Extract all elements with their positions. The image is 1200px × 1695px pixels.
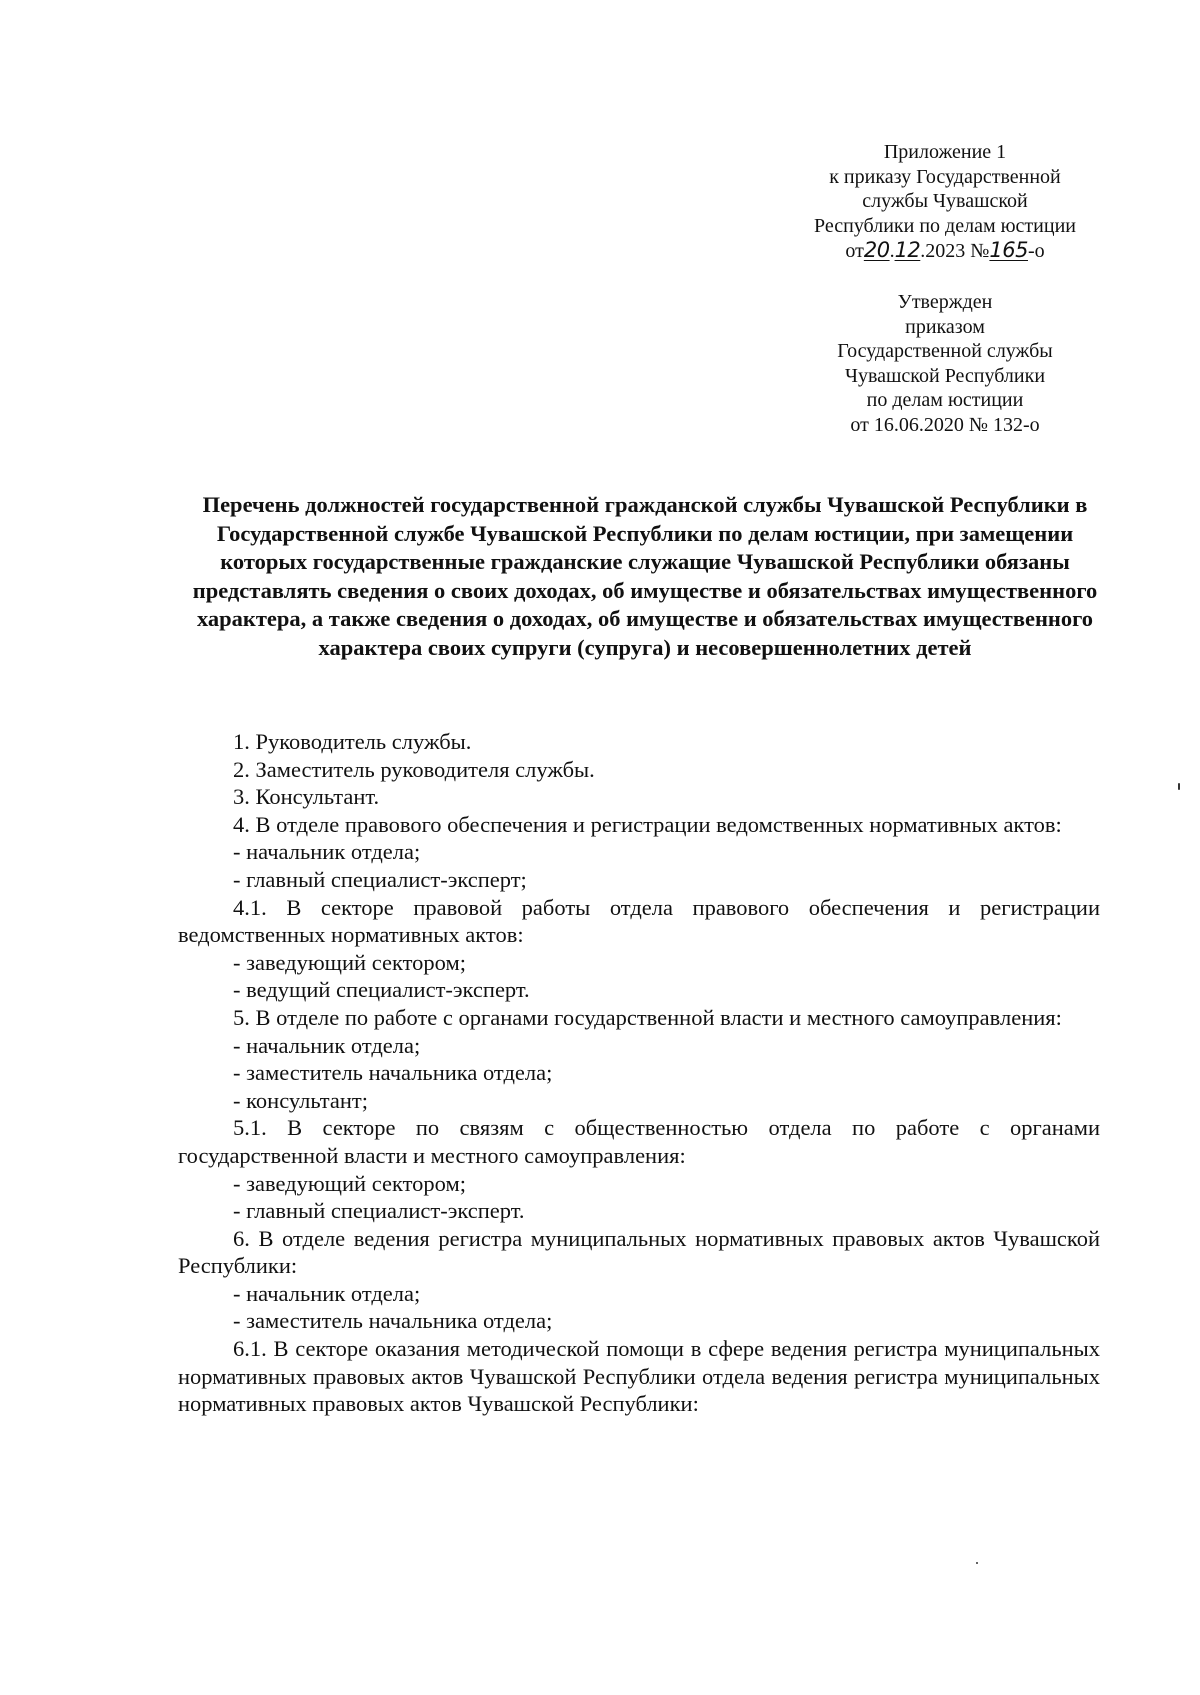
document-title: Перечень должностей государственной гражданской службы Чувашской Республики в Государственной службе Чувашской Республики по делам юстиции, при замещении которых государственные гражданские служащие Чувашской Республики обязаны представлять сведения о своих доходах, об имуществе и обязательствах имущественного характера, а также сведения о доходах, об имуществе и обязательствах имущественного характера своих супруги (супруга) и несовершеннолетних детей: [192, 492, 1098, 660]
approved-line: от 16.06.2020 № 132-о: [850, 413, 1040, 436]
list-item: 4.1. В секторе правовой работы отдела правового обеспечения и регистрации ведомственных нормативных актов:: [178, 894, 1100, 948]
approved-line: Чувашской Республики: [844, 364, 1046, 387]
list-item: - ведущий специалист-эксперт.: [233, 977, 530, 1003]
positions-list: [178, 728, 1100, 1418]
list-item: 3. Консультант.: [233, 784, 380, 810]
list-item: 6.1. В секторе оказания методической помощи в сфере ведения регистра муниципальных нормативных правовых актов Чувашской Республики отдела ведения регистра муниципальных нормативных правовых актов Чувашской Республики:: [178, 1336, 1100, 1417]
number-suffix: -о: [1027, 240, 1045, 262]
number-prefix: №: [965, 240, 990, 262]
appendix-line: Приложение 1: [883, 141, 1007, 163]
list-item: - заведующий сектором;: [233, 949, 466, 975]
appendix-header: [800, 140, 1090, 264]
list-item: - консультант;: [233, 1087, 368, 1113]
scan-speck: [1178, 783, 1180, 790]
date-prefix: от: [845, 240, 864, 262]
list-item: - заместитель начальника отдела;: [233, 1308, 553, 1334]
date-separator: .: [889, 240, 895, 262]
appendix-line: службы Чувашской: [862, 190, 1028, 212]
approved-line: по делам юстиции: [866, 389, 1024, 411]
list-item: - начальник отдела;: [233, 1032, 421, 1058]
list-item: - заместитель начальника отдела;: [233, 1060, 553, 1086]
list-item: - начальник отдела;: [233, 839, 421, 865]
list-item: 5.1. В секторе по связям с общественностью отдела по работе с органами государственной власти и местного самоуправления:: [178, 1115, 1100, 1168]
date-year: .2023: [920, 240, 966, 262]
list-item: - главный специалист-эксперт.: [233, 1198, 525, 1224]
list-item: - главный специалист-эксперт;: [233, 866, 527, 892]
list-item: 6. В отделе ведения регистра муниципальных нормативных правовых актов Чувашской Республики:: [178, 1225, 1100, 1279]
list-item: 5. В отделе по работе с органами государственной власти и местного самоуправления:: [233, 1004, 1062, 1030]
list-item: 4. В отделе правового обеспечения и регистрации ведомственных нормативных актов:: [233, 811, 1062, 837]
list-item: 1. Руководитель службы.: [233, 729, 472, 754]
appendix-line: к приказу Государственной: [829, 165, 1061, 188]
handwritten-day: 20: [863, 238, 890, 262]
list-item: - начальник отдела;: [233, 1280, 421, 1306]
approved-line: Утвержден: [897, 291, 993, 313]
scan-speck: [976, 1562, 978, 1564]
appendix-line: Республики по делам юстиции: [814, 214, 1076, 237]
approved-line: приказом: [905, 315, 985, 338]
list-item: 2. Заместитель руководителя службы.: [233, 756, 595, 782]
list-item: - заведующий сектором;: [233, 1170, 466, 1196]
handwritten-month: 12: [894, 238, 921, 262]
approved-line: Государственной службы: [837, 340, 1053, 362]
approval-stamp-text: [815, 290, 1075, 437]
handwritten-number: 165: [989, 238, 1028, 262]
order-date-number: [800, 238, 1090, 264]
